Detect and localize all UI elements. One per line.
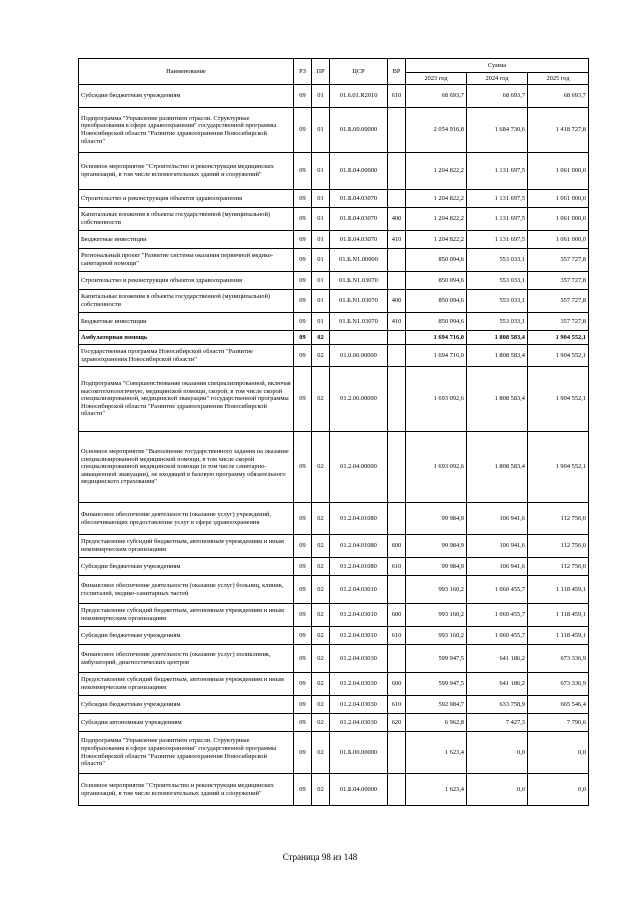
cell-name: Субсидии бюджетным учреждениям [79,627,294,645]
cell-name: Амбулаторная помощь [79,331,294,345]
cell-rz: 09 [294,153,312,190]
cell-name: Капитальные вложения в объекты государственной (муниципальной) собственности [79,290,294,313]
cell-2023: 993 160,2 [406,604,467,627]
cell-2023: 1 204 822,2 [406,231,467,249]
cell-2025: 673 336,9 [528,645,589,673]
cell-csr: 01.2.04.03010 [330,627,388,645]
cell-2024: 1 808 583,4 [467,367,528,432]
cell-vr [388,732,406,774]
cell-2025: 1 904 552,1 [528,331,589,345]
cell-2024: 553 033,1 [467,290,528,313]
cell-2025: 0,0 [528,732,589,774]
cell-csr: 01.Б.04.03070 [330,231,388,249]
cell-name: Субсидии бюджетным учреждениям [79,558,294,576]
table-row [79,774,589,806]
cell-rz: 09 [294,732,312,774]
cell-vr [388,345,406,367]
cell-name: Подпрограмма "Управление развитием отрасли. Структурные преобразования в сфере здравоохранения" государственной программы Новосибирской области "Развитие здравоохранения Новосибирской области" [79,732,294,774]
cell-2025: 357 727,8 [528,313,589,331]
table-row [79,696,589,714]
cell-rz: 09 [294,272,312,290]
cell-vr [388,432,406,503]
cell-2024: 0,0 [467,732,528,774]
table-row [79,714,589,732]
cell-2024: 553 033,1 [467,272,528,290]
cell-rz: 09 [294,345,312,367]
cell-pr: 01 [312,190,330,208]
cell-rz: 09 [294,627,312,645]
cell-pr: 02 [312,503,330,535]
cell-rz: 09 [294,331,312,345]
cell-vr [388,108,406,153]
cell-rz: 09 [294,576,312,604]
cell-csr: 01.0.00.00000 [330,345,388,367]
table-row [79,673,589,696]
header-vr: ВР [388,59,406,85]
cell-2023: 1 204 822,2 [406,208,467,231]
cell-pr: 02 [312,558,330,576]
cell-name: Субсидии бюджетным учреждениям [79,85,294,108]
cell-2025: 1 904 552,1 [528,345,589,367]
cell-2023: 1 694 716,0 [406,345,467,367]
header-name: Наименование [79,59,294,85]
cell-2024: 68 693,7 [467,85,528,108]
cell-name: Основное мероприятие "Строительство и реконструкция медицинских организаций, в том числе вспомогательных зданий и сооружений" [79,774,294,806]
cell-2024: 1 131 697,5 [467,208,528,231]
cell-2023: 99 984,9 [406,503,467,535]
table-row [79,503,589,535]
cell-rz: 09 [294,367,312,432]
cell-2025: 112 756,0 [528,503,589,535]
cell-2025: 357 727,8 [528,249,589,272]
cell-vr: 620 [388,714,406,732]
cell-2023: 1 204 822,2 [406,153,467,190]
table-row [79,331,589,345]
cell-pr: 01 [312,313,330,331]
table-row [79,208,589,231]
cell-vr: 610 [388,558,406,576]
cell-2023: 6 962,8 [406,714,467,732]
cell-pr: 02 [312,732,330,774]
cell-vr: 600 [388,535,406,558]
cell-pr: 02 [312,696,330,714]
table-row [79,290,589,313]
cell-2025: 112 756,0 [528,558,589,576]
cell-csr: 01.Б.N1.00000 [330,249,388,272]
cell-pr: 02 [312,627,330,645]
table-row [79,272,589,290]
header-year-2024: 2024 год [467,73,528,85]
cell-2024: 106 941,6 [467,535,528,558]
table-row [79,190,589,208]
cell-pr: 01 [312,272,330,290]
cell-2025: 7 790,6 [528,714,589,732]
table-row [79,535,589,558]
table-row [79,345,589,367]
cell-rz: 09 [294,673,312,696]
table-row [79,249,589,272]
cell-csr: 01.2.04.00000 [330,432,388,503]
cell-rz: 09 [294,208,312,231]
cell-2024: 553 033,1 [467,313,528,331]
cell-vr [388,503,406,535]
cell-2025: 112 756,0 [528,535,589,558]
cell-2023: 599 947,5 [406,645,467,673]
cell-2023: 1 693 092,6 [406,367,467,432]
cell-csr: 01.2.04.03030 [330,645,388,673]
cell-name: Финансовое обеспечение деятельности (оказание услуг) больниц, клиник, госпиталей, медико-санитарных частей [79,576,294,604]
cell-rz: 09 [294,290,312,313]
cell-csr: 01.2.04.03030 [330,696,388,714]
cell-2025: 1 904 552,1 [528,367,589,432]
cell-2023: 1 204 822,2 [406,190,467,208]
cell-2025: 68 693,7 [528,85,589,108]
table-row [79,313,589,331]
cell-pr: 01 [312,153,330,190]
cell-rz: 09 [294,714,312,732]
cell-2024: 7 427,3 [467,714,528,732]
cell-name: Предоставление субсидий бюджетным, автономным учреждениям и иным некоммерческим организациям [79,535,294,558]
cell-2023: 99 984,9 [406,558,467,576]
header-year-2023: 2023 год [406,73,467,85]
page-footer: Страница 98 из 148 [282,852,358,862]
cell-name: Предоставление субсидий бюджетным, автономным учреждениям и иным некоммерческим организациям [79,673,294,696]
cell-name: Основное мероприятие "Выполнение государственного задания на оказание специализированной медицинской помощи, в том числе скорой специализированной медицинской помощи (в том числе санитарно-авиационной эвакуации), не входящей в базовую программу обязательного медицинского страхования" [79,432,294,503]
cell-rz: 09 [294,249,312,272]
header-sum: Сумма [406,59,589,73]
cell-csr: 01.Б.04.03070 [330,208,388,231]
cell-2025: 1 904 552,1 [528,432,589,503]
cell-vr [388,153,406,190]
cell-rz: 09 [294,558,312,576]
cell-rz: 09 [294,535,312,558]
header-csr: ЦСР [330,59,388,85]
cell-csr: 01.Б.04.00000 [330,774,388,806]
cell-name: Подпрограмма "Совершенствование оказания специализированной, включая высокотехнологичную, медицинской помощи, скорой, в том числе скорой специализированной, медицинской эвакуации" государственной программы Новосибирской области "Развитие здравоохранения Новосибирской области" [79,367,294,432]
cell-vr [388,249,406,272]
cell-2025: 1 418 727,8 [528,108,589,153]
cell-2025: 1 061 000,0 [528,231,589,249]
cell-pr: 02 [312,576,330,604]
table-row [79,432,589,503]
cell-rz: 09 [294,85,312,108]
table-row [79,231,589,249]
cell-vr [388,774,406,806]
cell-2025: 1 061 000,0 [528,190,589,208]
cell-2023: 850 094,6 [406,290,467,313]
cell-pr: 02 [312,535,330,558]
cell-csr: 01.Б.04.00000 [330,153,388,190]
cell-2023: 850 094,6 [406,313,467,331]
table-row [79,153,589,190]
cell-2023: 1 694 716,0 [406,331,467,345]
cell-rz: 09 [294,774,312,806]
cell-pr: 02 [312,331,330,345]
cell-2024: 1 684 730,6 [467,108,528,153]
table-row [79,604,589,627]
cell-pr: 01 [312,208,330,231]
table-body [79,85,589,806]
cell-name: Капитальные вложения в объекты государственной (муниципальной) собственности [79,208,294,231]
header-rz: РЗ [294,59,312,85]
cell-2024: 106 941,6 [467,558,528,576]
cell-csr: 01.Б.N1.03070 [330,290,388,313]
cell-name: Бюджетные инвестиции [79,231,294,249]
cell-csr: 01.2.04.01080 [330,503,388,535]
table-row [79,645,589,673]
cell-2023: 993 160,2 [406,627,467,645]
cell-2023: 1 693 092,6 [406,432,467,503]
cell-2024: 1 060 455,7 [467,627,528,645]
cell-pr: 02 [312,367,330,432]
cell-pr: 01 [312,108,330,153]
cell-rz: 09 [294,313,312,331]
cell-csr: 01.2.04.03030 [330,714,388,732]
cell-vr [388,272,406,290]
table-row [79,576,589,604]
cell-csr: 01.Б.00.00000 [330,108,388,153]
cell-2024: 641 186,2 [467,673,528,696]
cell-name: Бюджетные инвестиции [79,313,294,331]
cell-2023: 993 160,2 [406,576,467,604]
cell-2023: 1 623,4 [406,774,467,806]
cell-name: Строительство и реконструкция объектов здравоохранения [79,272,294,290]
cell-rz: 09 [294,503,312,535]
cell-2024: 1 060 455,7 [467,576,528,604]
cell-2025: 665 546,4 [528,696,589,714]
cell-2024: 106 941,6 [467,503,528,535]
cell-rz: 09 [294,604,312,627]
cell-pr: 02 [312,345,330,367]
cell-name: Финансовое обеспечение деятельности (оказание услуг) поликлиник, амбулаторий, диагностических центров [79,645,294,673]
cell-2024: 1 131 697,5 [467,190,528,208]
cell-pr: 02 [312,714,330,732]
cell-2024: 0,0 [467,774,528,806]
table-row [79,558,589,576]
cell-rz: 09 [294,645,312,673]
cell-name: Подпрограмма "Управление развитием отрасли. Структурные преобразования в сфере здравоохранения" государственной программы Новосибирской области "Развитие здравоохранения Новосибирской области" [79,108,294,153]
cell-name: Субсидии бюджетным учреждениям [79,696,294,714]
cell-csr: 01.Б.N1.03070 [330,272,388,290]
cell-vr: 600 [388,604,406,627]
header-year-2025: 2025 год [528,73,589,85]
cell-csr: 01.2.04.03030 [330,673,388,696]
cell-vr: 410 [388,231,406,249]
table-row [79,627,589,645]
cell-vr [388,645,406,673]
cell-csr [330,331,388,345]
cell-vr: 400 [388,290,406,313]
cell-2023: 2 054 916,8 [406,108,467,153]
cell-name: Основное мероприятие "Строительство и реконструкция медицинских организаций, в том числе вспомогательных зданий и сооружений" [79,153,294,190]
cell-vr [388,576,406,604]
cell-2024: 633 758,9 [467,696,528,714]
cell-2025: 1 061 000,0 [528,208,589,231]
cell-2025: 1 118 459,1 [528,627,589,645]
cell-vr: 610 [388,627,406,645]
cell-2025: 0,0 [528,774,589,806]
cell-vr [388,190,406,208]
cell-2025: 1 118 459,1 [528,576,589,604]
cell-csr: 01.2.04.01080 [330,558,388,576]
cell-vr: 610 [388,696,406,714]
cell-2024: 1 808 583,4 [467,331,528,345]
cell-name: Субсидии автономным учреждениям [79,714,294,732]
cell-2025: 357 727,8 [528,272,589,290]
cell-pr: 01 [312,231,330,249]
cell-rz: 09 [294,432,312,503]
cell-csr: 01.6.01.R2010 [330,85,388,108]
cell-vr: 610 [388,85,406,108]
cell-pr: 01 [312,249,330,272]
table-row [79,732,589,774]
cell-csr: 01.Б.N1.03070 [330,313,388,331]
cell-2025: 673 336,9 [528,673,589,696]
cell-pr: 02 [312,774,330,806]
cell-rz: 09 [294,231,312,249]
cell-2025: 1 118 459,1 [528,604,589,627]
table-row [79,367,589,432]
cell-pr: 02 [312,673,330,696]
cell-vr [388,367,406,432]
cell-2024: 1 808 583,4 [467,345,528,367]
cell-2025: 1 061 000,0 [528,153,589,190]
cell-name: Государственная программа Новосибирской области "Развитие здравоохранения Новосибирской области" [79,345,294,367]
table-row [79,85,589,108]
cell-csr: 01.2.04.01080 [330,535,388,558]
cell-name: Строительство и реконструкция объектов здравоохранения [79,190,294,208]
cell-name: Региональный проект "Развитие системы оказания первичной медико-санитарной помощи" [79,249,294,272]
cell-2024: 641 186,2 [467,645,528,673]
cell-pr: 01 [312,85,330,108]
cell-csr: 01.2.04.03010 [330,576,388,604]
table-header-row [79,59,589,73]
cell-rz: 09 [294,190,312,208]
cell-name: Предоставление субсидий бюджетным, автономным учреждениям и иным некоммерческим организациям [79,604,294,627]
cell-2025: 357 727,8 [528,290,589,313]
cell-2024: 1 131 697,5 [467,153,528,190]
cell-vr: 600 [388,673,406,696]
cell-2023: 850 094,6 [406,272,467,290]
cell-2023: 850 094,6 [406,249,467,272]
cell-pr: 02 [312,604,330,627]
cell-pr: 01 [312,290,330,313]
table-row [79,108,589,153]
cell-csr: 01.Б.00.00000 [330,732,388,774]
cell-pr: 02 [312,645,330,673]
cell-2024: 1 808 583,4 [467,432,528,503]
cell-vr [388,331,406,345]
cell-2023: 599 947,5 [406,673,467,696]
cell-pr: 02 [312,432,330,503]
cell-vr: 400 [388,208,406,231]
cell-csr: 01.2.00.00000 [330,367,388,432]
cell-2024: 553 033,1 [467,249,528,272]
cell-csr: 01.2.04.03010 [330,604,388,627]
cell-rz: 09 [294,696,312,714]
cell-name: Финансовое обеспечение деятельности (оказание услуг) учреждений, обеспечивающих предоставление услуг в сфере здравоохранения [79,503,294,535]
cell-2023: 592 984,7 [406,696,467,714]
cell-2023: 68 693,7 [406,85,467,108]
cell-2023: 99 984,9 [406,535,467,558]
cell-2024: 1 131 697,5 [467,231,528,249]
cell-csr: 01.Б.04.03070 [330,190,388,208]
header-pr: ПР [312,59,330,85]
cell-2024: 1 060 455,7 [467,604,528,627]
cell-2023: 1 623,4 [406,732,467,774]
budget-table [78,58,589,806]
cell-rz: 09 [294,108,312,153]
cell-vr: 410 [388,313,406,331]
